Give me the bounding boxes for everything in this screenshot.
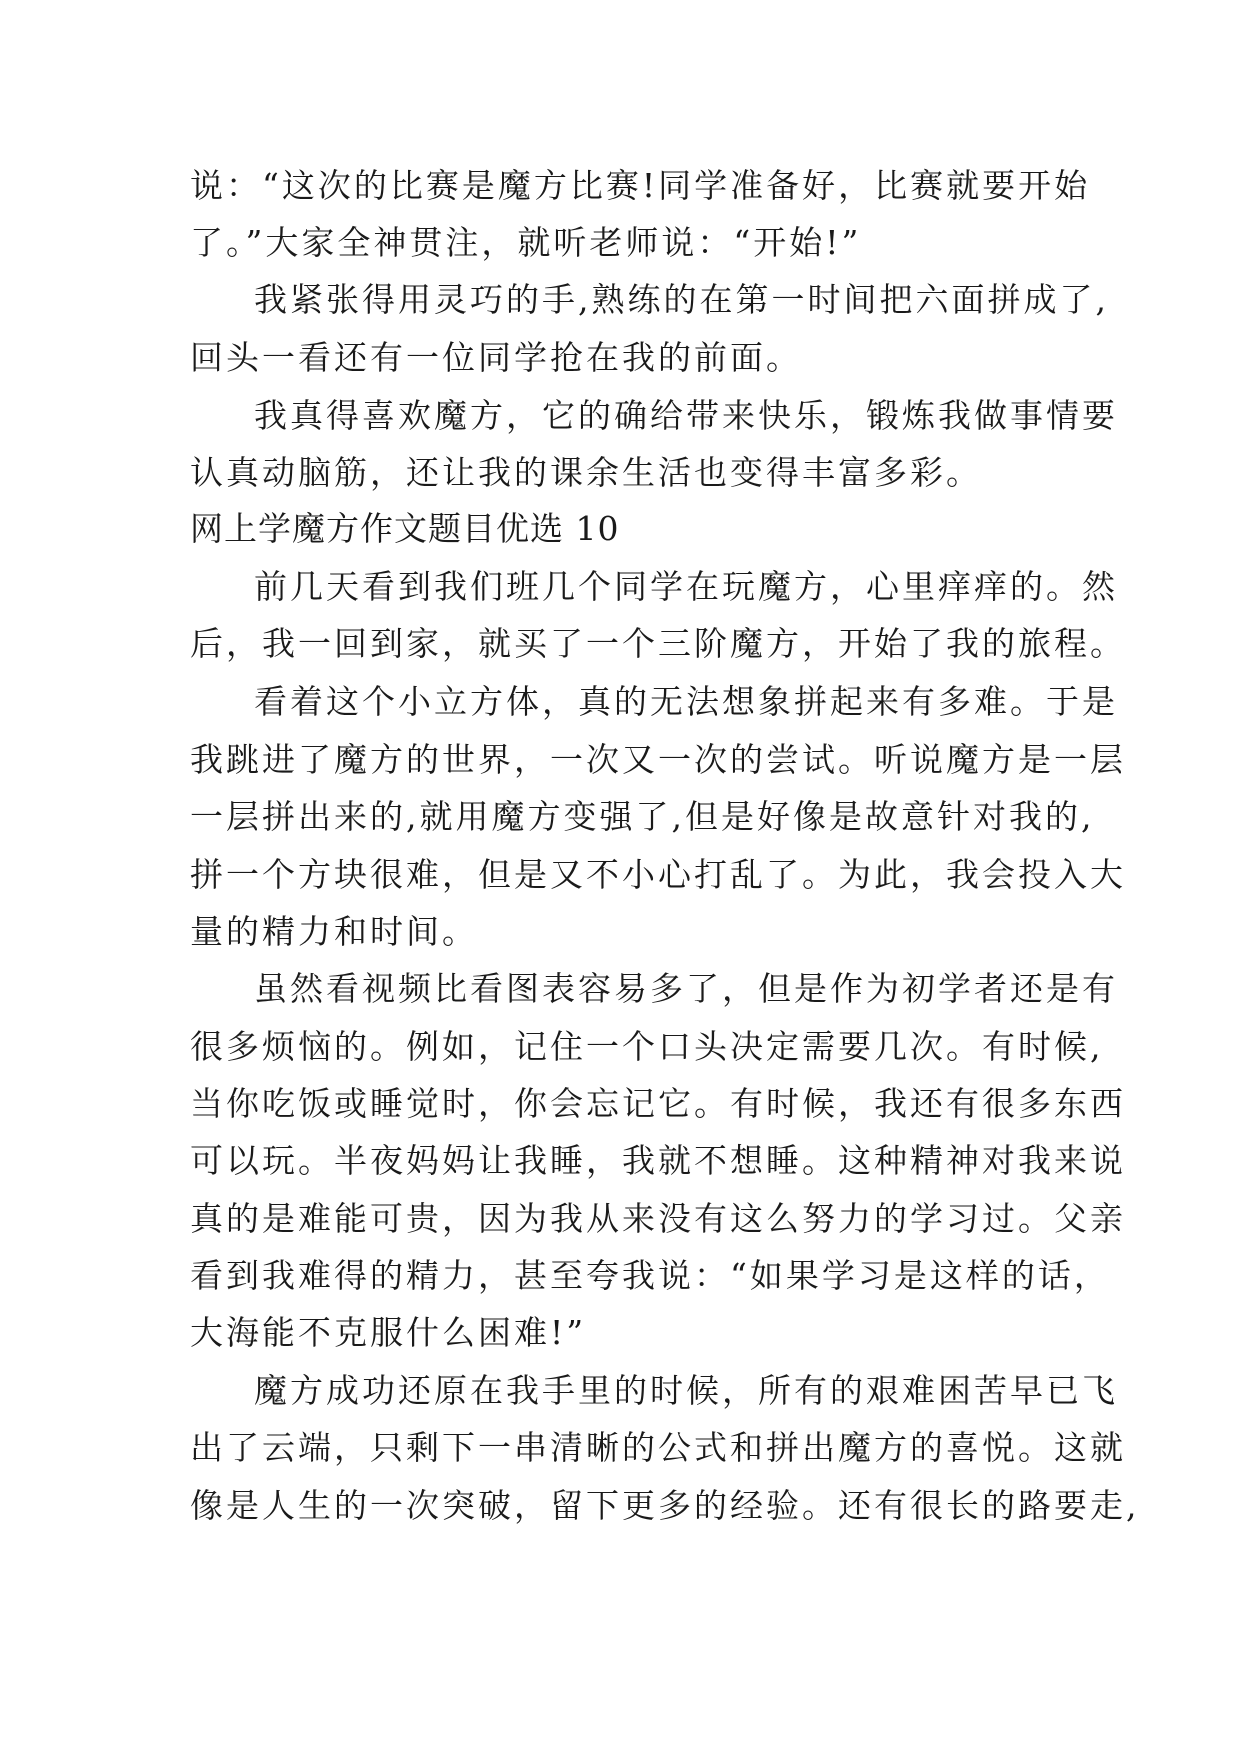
text-line: 像是人生的一次突破，留下更多的经验。还有很长的路要走, [190,1486,1140,1525]
paragraph-start-line: 虽然看视频比看图表容易多了，但是作为初学者还是有 [254,969,1118,1008]
text-line: 了。”大家全神贯注，就听老师说：“开始!” [190,223,862,262]
paragraph-start-line: 看着这个小立方体，真的无法想象拼起来有多难。于是 [254,682,1118,721]
text-line: 后，我一回到家，就买了一个三阶魔方，开始了我的旅程。 [190,624,1126,663]
text-line: 一层拼出来的,就用魔方变强了,但是好像是故意针对我的, [190,797,1095,836]
text-line: 出了云端，只剩下一串清晰的公式和拼出魔方的喜悦。这就 [190,1428,1126,1467]
text-line: 我跳进了魔方的世界，一次又一次的尝试。听说魔方是一层 [190,740,1126,779]
text-line: 回头一看还有一位同学抢在我的前面。 [190,338,802,377]
paragraph-start-line: 魔方成功还原在我手里的时候，所有的艰难困苦早已飞 [254,1371,1118,1410]
paragraph-start-line: 我真得喜欢魔方，它的确给带来快乐，锻炼我做事情要 [254,396,1118,435]
text-line: 认真动脑筋，还让我的课余生活也变得丰富多彩。 [190,453,982,492]
text-line: 拼一个方块很难，但是又不小心打乱了。为此，我会投入大 [190,855,1126,894]
text-line: 可以玩。半夜妈妈让我睡，我就不想睡。这种精神对我来说 [190,1141,1126,1180]
paragraph-start-line: 我紧张得用灵巧的手,熟练的在第一时间把六面拼成了, [254,280,1109,319]
text-line: 当你吃饭或睡觉时，你会忘记它。有时候，我还有很多东西 [190,1084,1126,1123]
text-line: 看到我难得的精力，甚至夸我说：“如果学习是这样的话， [190,1256,1110,1295]
text-line: 说：“这次的比赛是魔方比赛!同学准备好，比赛就要开始 [190,166,1091,205]
text-line: 量的精力和时间。 [190,912,478,951]
section-heading: 网上学魔方作文题目优选 10 [190,509,620,548]
text-line: 很多烦恼的。例如，记住一个口头决定需要几次。有时候, [190,1027,1104,1066]
text-line: 真的是难能可贵，因为我从来没有这么努力的学习过。父亲 [190,1199,1126,1238]
paragraph-start-line: 前几天看到我们班几个同学在玩魔方，心里痒痒的。然 [254,567,1118,606]
text-line: 大海能不克服什么困难!” [190,1313,587,1352]
